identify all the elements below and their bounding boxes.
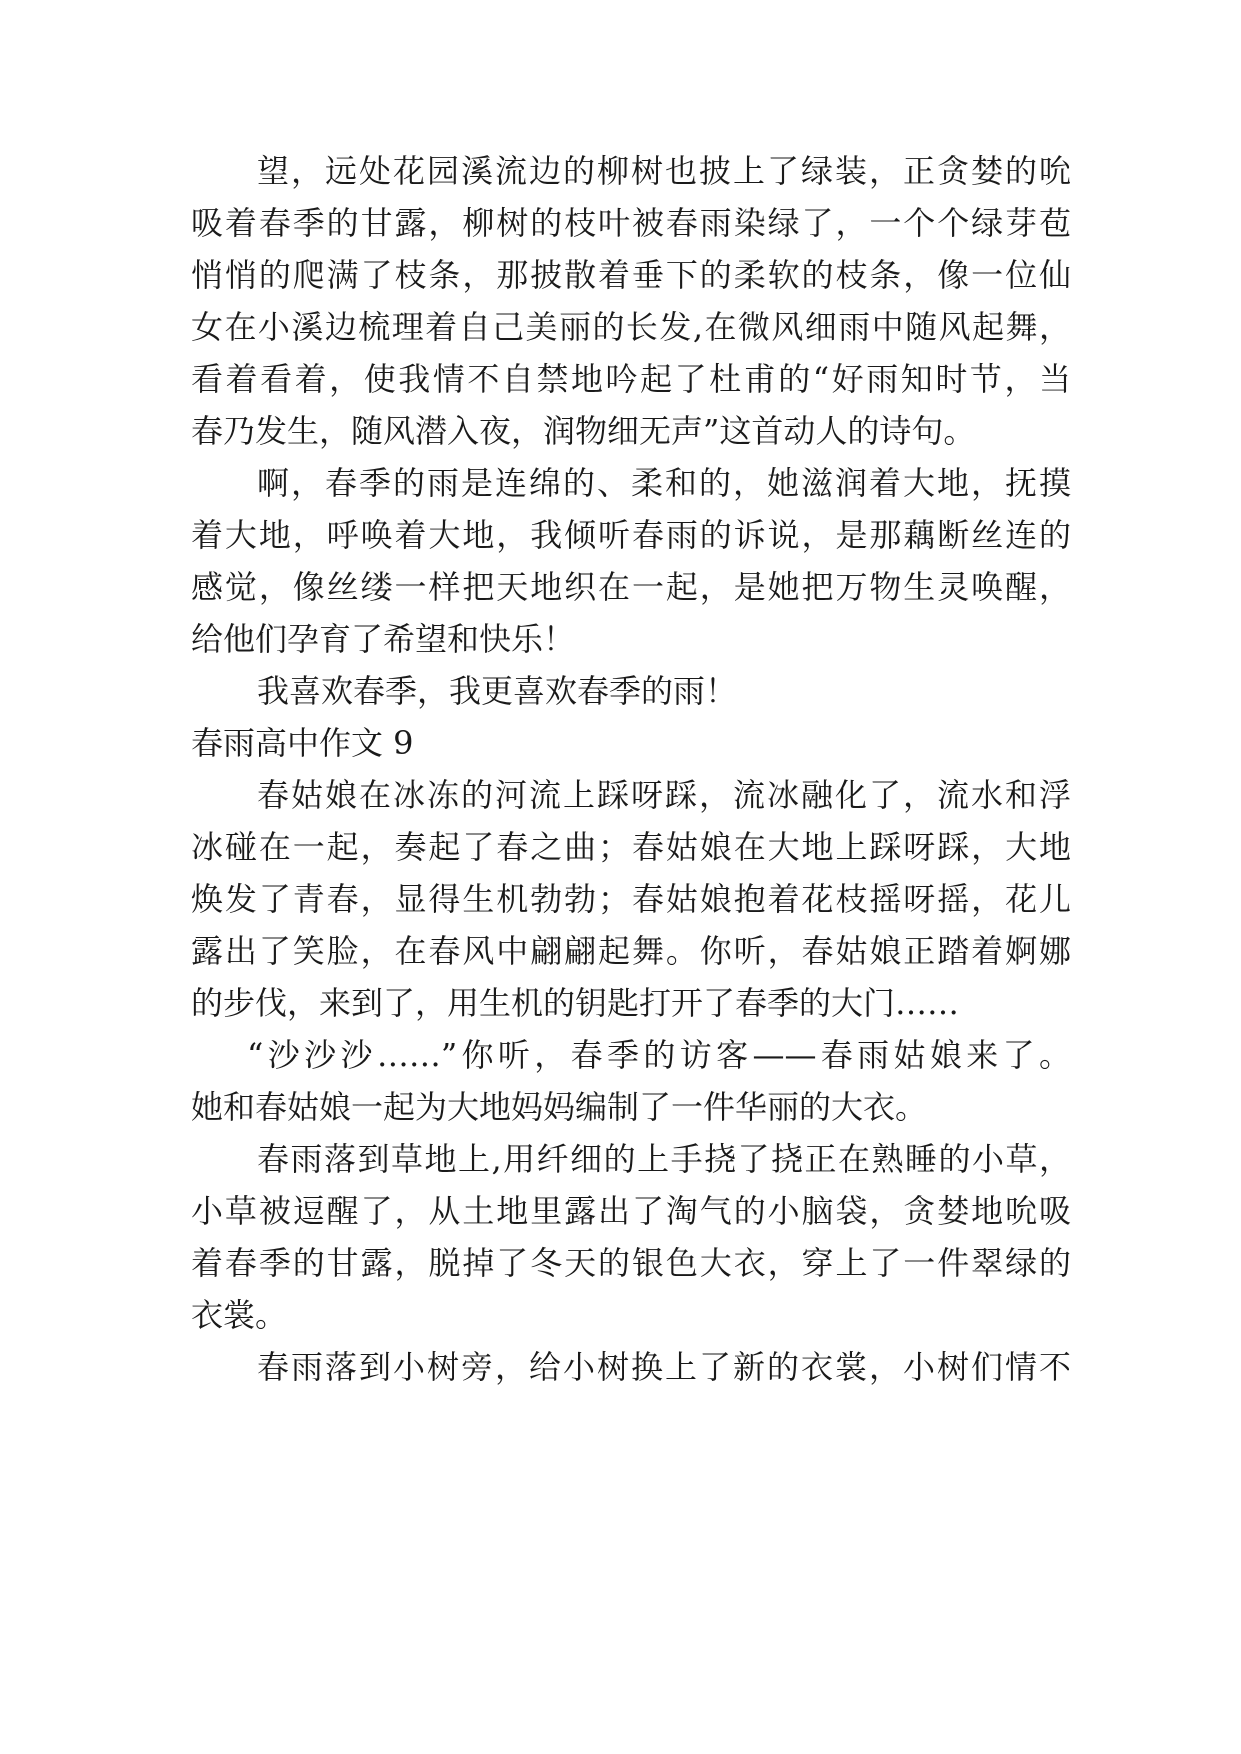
section-heading: 春雨高中作文 9: [191, 724, 414, 762]
text-line: 女在小溪边梳理着自己美丽的长发,在微风细雨中随风起舞，: [191, 308, 1071, 346]
text-line: 啊，春季的雨是连绵的、柔和的，她滋润着大地，抚摸: [257, 464, 1071, 502]
text-line: 我喜欢春季，我更喜欢春季的雨！: [257, 672, 738, 710]
text-line: 的步伐，来到了，用生机的钥匙打开了春季的大门……: [191, 984, 960, 1022]
text-line: 她和春姑娘一起为大地妈妈编制了一件华丽的大衣。: [191, 1088, 928, 1126]
text-line: 露出了笑脸，在春风中翩翩起舞。你听，春姑娘正踏着婀娜: [191, 932, 1071, 970]
text-line: 春雨落到草地上,用纤细的上手挠了挠正在熟睡的小草，: [257, 1140, 1071, 1178]
text-line: 望，远处花园溪流边的柳树也披上了绿装，正贪婪的吮: [257, 152, 1071, 190]
text-line: 着大地，呼唤着大地，我倾听春雨的诉说，是那藕断丝连的: [191, 516, 1071, 554]
text-line: 着春季的甘露，脱掉了冬天的银色大衣，穿上了一件翠绿的: [191, 1244, 1071, 1282]
text-line: 春姑娘在冰冻的河流上踩呀踩，流冰融化了，流水和浮: [257, 776, 1071, 814]
text-line: 给他们孕育了希望和快乐！: [191, 620, 576, 658]
text-line: 焕发了青春，显得生机勃勃；春姑娘抱着花枝摇呀摇，花儿: [191, 880, 1071, 918]
text-line: 衣裳。: [191, 1296, 288, 1334]
text-line: 春乃发生，随风潜入夜，润物细无声”这首动人的诗句。: [191, 412, 976, 450]
text-line: 春雨落到小树旁，给小树换上了新的衣裳，小树们情不: [257, 1348, 1071, 1386]
text-line: “沙沙沙……”你听，春季的访客——春雨姑娘来了。: [247, 1036, 1071, 1074]
text-line: 感觉，像丝缕一样把天地织在一起，是她把万物生灵唤醒，: [191, 568, 1071, 606]
text-line: 吸着春季的甘露，柳树的枝叶被春雨染绿了，一个个绿芽苞: [191, 204, 1071, 242]
text-line: 悄悄的爬满了枝条，那披散着垂下的柔软的枝条，像一位仙: [191, 256, 1071, 294]
text-line: 小草被逗醒了，从土地里露出了淘气的小脑袋，贪婪地吮吸: [191, 1192, 1071, 1230]
text-line: 冰碰在一起，奏起了春之曲；春姑娘在大地上踩呀踩，大地: [191, 828, 1071, 866]
text-line: 看着看着，使我情不自禁地吟起了杜甫的“好雨知时节，当: [191, 360, 1071, 398]
